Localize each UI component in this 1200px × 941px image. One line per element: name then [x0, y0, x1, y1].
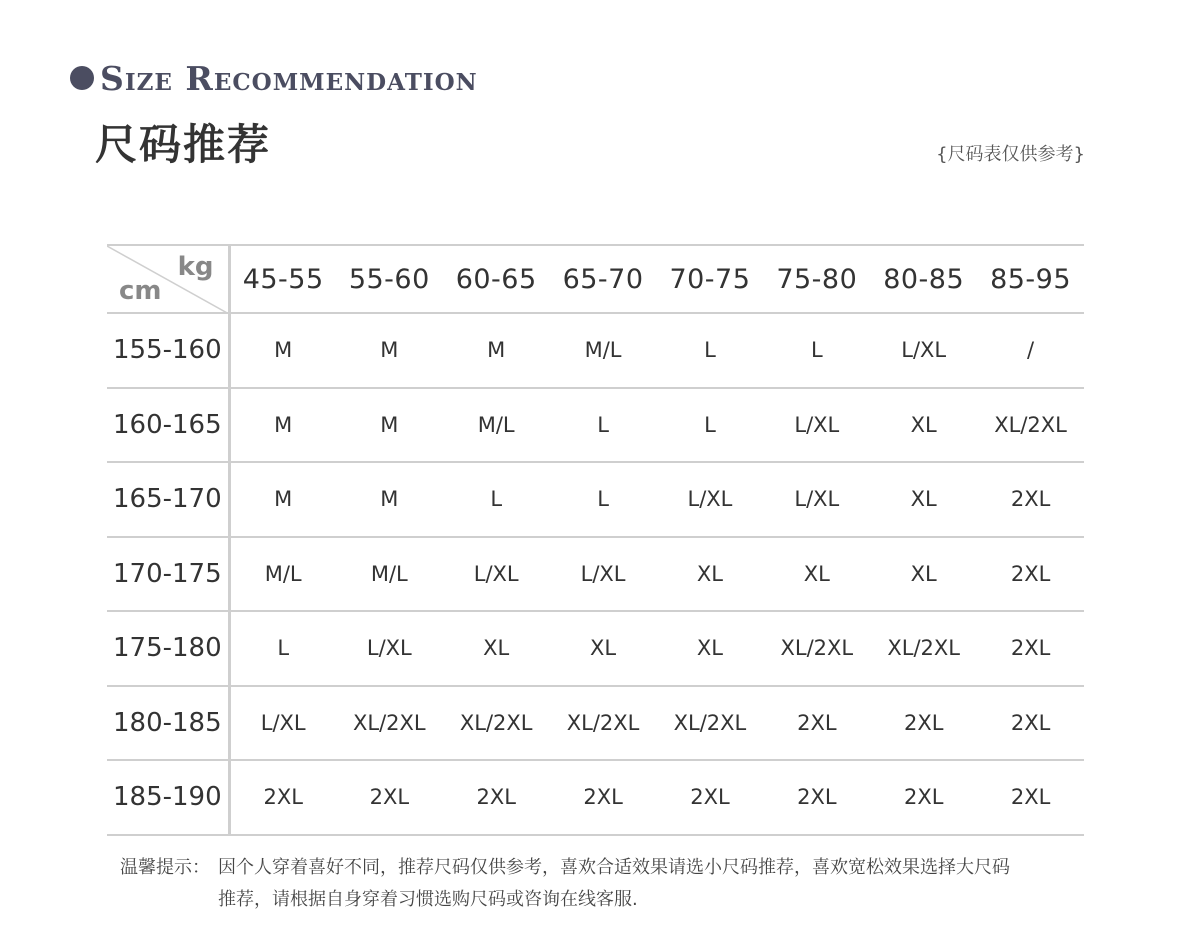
- size-cell: L: [763, 313, 870, 388]
- eyebrow-text: Size Recommendation: [100, 58, 478, 98]
- weight-header: 70-75: [657, 245, 764, 313]
- size-cell: L: [657, 388, 764, 463]
- size-cell: M: [229, 462, 336, 537]
- size-cell: L/XL: [763, 388, 870, 463]
- height-label: 180-185: [107, 686, 229, 761]
- page-title: 尺码推荐: [95, 120, 272, 169]
- size-cell: XL: [763, 537, 870, 612]
- weight-header: 85-95: [977, 245, 1084, 313]
- size-cell: XL/2XL: [870, 611, 977, 686]
- weight-header: 60-65: [443, 245, 550, 313]
- reference-note: {尺码表仅供参考}: [936, 144, 1085, 165]
- size-cell: M: [443, 313, 550, 388]
- table-row: [107, 686, 1084, 761]
- height-unit-label: cm: [119, 276, 162, 306]
- circle-bullet-icon: [70, 66, 94, 90]
- size-cell: 2XL: [977, 537, 1084, 612]
- height-label: 165-170: [107, 462, 229, 537]
- size-cell: XL/2XL: [443, 686, 550, 761]
- size-cell: XL: [443, 611, 550, 686]
- size-cell: 2XL: [763, 686, 870, 761]
- size-cell: 2XL: [870, 686, 977, 761]
- size-cell: 2XL: [550, 760, 657, 835]
- tip-text-2: 推荐，请根据自身穿着习惯选购尺码或咨询在线客服.: [218, 889, 638, 910]
- size-cell: M/L: [336, 537, 443, 612]
- weight-header: 55-60: [336, 245, 443, 313]
- weight-unit-label: kg: [177, 252, 214, 282]
- size-cell: XL/2XL: [336, 686, 443, 761]
- size-cell: M: [336, 388, 443, 463]
- height-label: 170-175: [107, 537, 229, 612]
- size-cell: L/XL: [657, 462, 764, 537]
- size-cell: L/XL: [763, 462, 870, 537]
- height-label: 175-180: [107, 611, 229, 686]
- size-cell: 2XL: [763, 760, 870, 835]
- section-eyebrow: [70, 56, 478, 100]
- weight-header-row: [107, 245, 1084, 313]
- size-cell: M: [336, 313, 443, 388]
- size-cell: M: [229, 388, 336, 463]
- size-cell: 2XL: [229, 760, 336, 835]
- size-cell: M/L: [229, 537, 336, 612]
- size-cell: L: [443, 462, 550, 537]
- table-row: [107, 611, 1084, 686]
- sizing-tip: [120, 852, 1080, 916]
- size-cell: 2XL: [977, 611, 1084, 686]
- weight-header: 65-70: [550, 245, 657, 313]
- size-cell: 2XL: [977, 462, 1084, 537]
- height-label: 185-190: [107, 760, 229, 835]
- size-cell: L: [550, 388, 657, 463]
- size-cell: 2XL: [977, 686, 1084, 761]
- height-label: 155-160: [107, 313, 229, 388]
- size-cell: XL: [870, 388, 977, 463]
- size-cell: 2XL: [443, 760, 550, 835]
- table-row: [107, 537, 1084, 612]
- size-cell: 2XL: [977, 760, 1084, 835]
- size-cell: M/L: [443, 388, 550, 463]
- size-cell: L: [657, 313, 764, 388]
- size-cell: L/XL: [870, 313, 977, 388]
- size-cell: XL/2XL: [550, 686, 657, 761]
- tip-line-2: [120, 884, 1080, 916]
- size-cell: L/XL: [336, 611, 443, 686]
- tip-line-1: [120, 852, 1080, 884]
- size-cell: L/XL: [550, 537, 657, 612]
- tip-label: 温馨提示：: [120, 857, 210, 878]
- table-row: [107, 760, 1084, 835]
- size-cell: L: [229, 611, 336, 686]
- size-cell: 2XL: [870, 760, 977, 835]
- size-cell: L: [550, 462, 657, 537]
- size-table: [107, 244, 1084, 836]
- size-cell: XL: [657, 537, 764, 612]
- weight-header: 80-85: [870, 245, 977, 313]
- size-cell: /: [977, 313, 1084, 388]
- size-cell: XL/2XL: [657, 686, 764, 761]
- size-cell: XL: [657, 611, 764, 686]
- size-cell: XL: [550, 611, 657, 686]
- size-cell: M/L: [550, 313, 657, 388]
- size-cell: M: [229, 313, 336, 388]
- size-cell: XL/2XL: [763, 611, 870, 686]
- corner-cell: [107, 245, 229, 313]
- table-row: [107, 462, 1084, 537]
- height-label: 160-165: [107, 388, 229, 463]
- tip-text-1: 因个人穿着喜好不同，推荐尺码仅供参考，喜欢合适效果请选小尺码推荐，喜欢宽松效果选择大尺码: [218, 857, 1010, 878]
- table-row: [107, 313, 1084, 388]
- weight-header: 45-55: [229, 245, 336, 313]
- size-cell: 2XL: [336, 760, 443, 835]
- size-cell: 2XL: [657, 760, 764, 835]
- size-cell: XL: [870, 537, 977, 612]
- table-row: [107, 388, 1084, 463]
- size-cell: M: [336, 462, 443, 537]
- size-cell: XL/2XL: [977, 388, 1084, 463]
- size-cell: XL: [870, 462, 977, 537]
- size-cell: L/XL: [443, 537, 550, 612]
- size-cell: L/XL: [229, 686, 336, 761]
- weight-header: 75-80: [763, 245, 870, 313]
